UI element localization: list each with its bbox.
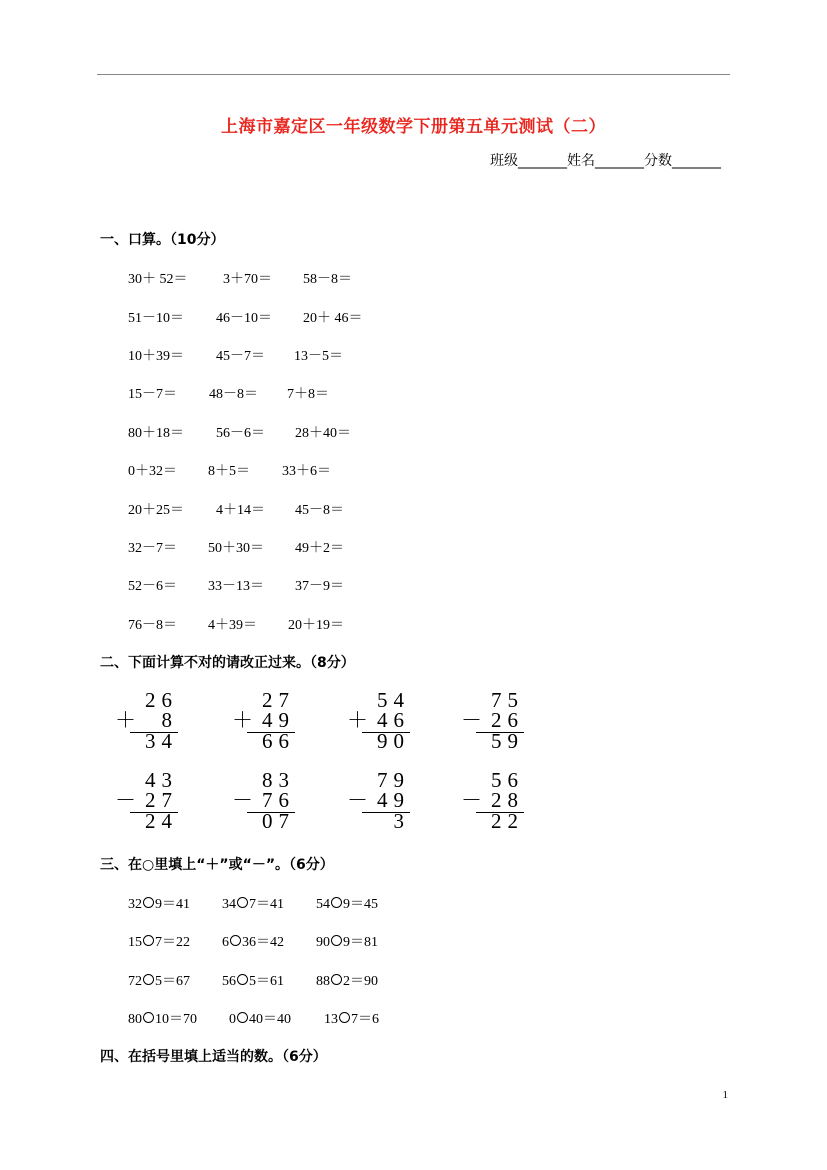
oral-calc-item: 76－8＝ <box>128 618 177 633</box>
left-operand: 80 <box>128 1012 142 1027</box>
oral-calc-item: 13－5＝ <box>294 349 343 364</box>
oral-calc-item: 15－7＝ <box>128 387 177 402</box>
right-expression: 9＝81 <box>343 935 378 950</box>
sign-fill-item <box>316 970 378 990</box>
section-3-heading: 三、在○里填上“＋”或“－”。（6分） <box>100 857 334 873</box>
oral-calc-item: 49＋2＝ <box>295 541 344 556</box>
problem-result: 07 <box>262 809 295 833</box>
problem-bottom-number: 27 <box>145 788 178 812</box>
oral-calc-item: 20＋ 46＝ <box>303 311 363 326</box>
right-expression: 9＝45 <box>343 897 378 912</box>
left-operand: 90 <box>316 935 330 950</box>
sign-fill-item <box>128 931 190 951</box>
oral-calc-item: 3＋70＝ <box>223 272 272 287</box>
oral-calc-item: 45－8＝ <box>295 503 344 518</box>
problem-operator: ＋ <box>232 708 259 732</box>
page-title: 上海市嘉定区一年级数学下册第五单元测试（二） <box>221 117 606 137</box>
answer-circle[interactable] <box>237 897 248 908</box>
oral-calc-item: 37－9＝ <box>295 579 344 594</box>
left-operand: 15 <box>128 935 142 950</box>
oral-calc-item: 20＋25＝ <box>128 503 184 518</box>
left-operand: 72 <box>128 974 142 989</box>
oral-calc-item: 51－10＝ <box>128 311 184 326</box>
left-operand: 34 <box>222 897 236 912</box>
section-2-heading: 二、下面计算不对的请改正过来。（8分） <box>100 655 355 671</box>
sign-fill-item <box>316 893 378 913</box>
oral-calc-item: 56－6＝ <box>216 426 265 441</box>
left-operand: 6 <box>222 935 229 950</box>
oral-calc-item: 33＋6＝ <box>282 464 331 479</box>
oral-calc-item: 4＋39＝ <box>208 618 257 633</box>
problem-top-number: 43 <box>145 768 178 792</box>
vertical-problem <box>347 688 410 754</box>
problem-result: 59 <box>491 729 524 753</box>
oral-calc-item: 4＋14＝ <box>216 503 265 518</box>
left-operand: 54 <box>316 897 330 912</box>
left-operand: 56 <box>222 974 236 989</box>
problem-result: 34 <box>145 729 178 753</box>
oral-calc-item: 10＋39＝ <box>128 349 184 364</box>
answer-circle[interactable] <box>143 897 154 908</box>
problem-operator: ＋ <box>347 708 374 732</box>
oral-calc-item: 48－8＝ <box>209 387 258 402</box>
sign-fill-item <box>324 1008 379 1028</box>
oral-calc-item: 50＋30＝ <box>208 541 264 556</box>
vertical-problem <box>461 768 524 834</box>
right-expression: 7＝22 <box>155 935 190 950</box>
vertical-problem <box>232 768 295 834</box>
oral-calc-item: 33－13＝ <box>208 579 264 594</box>
problem-top-number: 27 <box>262 688 295 712</box>
sign-fill-item <box>128 893 190 913</box>
answer-circle[interactable] <box>237 974 248 985</box>
problem-operator: － <box>115 788 142 812</box>
problem-bottom-number: 28 <box>491 788 524 812</box>
problem-operator: ＋ <box>115 708 142 732</box>
problem-bottom-number: 49 <box>377 788 410 812</box>
oral-calc-item: 32－7＝ <box>128 541 177 556</box>
problem-top-number: 54 <box>377 688 410 712</box>
vertical-problem <box>115 768 178 834</box>
section-4-heading: 四、在括号里填上适当的数。（6分） <box>100 1049 327 1065</box>
left-operand: 0 <box>229 1012 236 1027</box>
right-expression: 2＝90 <box>343 974 378 989</box>
header-rule <box>97 74 730 75</box>
problem-result: 3 <box>393 809 410 833</box>
problem-operator: － <box>461 708 488 732</box>
right-expression: 36＝42 <box>242 935 284 950</box>
oral-calc-item: 30＋ 52＝ <box>128 272 188 287</box>
oral-calc-item: 0＋32＝ <box>128 464 177 479</box>
problem-result: 66 <box>262 729 295 753</box>
sign-fill-item <box>222 931 284 951</box>
problem-operator: － <box>232 788 259 812</box>
problem-result: 90 <box>377 729 410 753</box>
vertical-problem <box>115 688 178 754</box>
right-expression: 7＝41 <box>249 897 284 912</box>
sign-fill-item <box>222 970 284 990</box>
answer-circle[interactable] <box>331 935 342 946</box>
left-operand: 32 <box>128 897 142 912</box>
sign-fill-item <box>128 970 190 990</box>
vertical-problem <box>461 688 524 754</box>
section-1-heading: 一、口算。（10分） <box>100 232 225 248</box>
answer-circle[interactable] <box>143 1012 154 1023</box>
problem-bottom-number: 26 <box>491 708 524 732</box>
oral-calc-item: 52－6＝ <box>128 579 177 594</box>
problem-bottom-number: 46 <box>377 708 410 732</box>
problem-bottom-number: 49 <box>262 708 295 732</box>
sign-fill-item <box>222 893 284 913</box>
problem-top-number: 56 <box>491 768 524 792</box>
oral-calc-item: 20＋19＝ <box>288 618 344 633</box>
oral-calc-item: 8＋5＝ <box>208 464 250 479</box>
problem-operator: － <box>461 788 488 812</box>
oral-calc-item: 46－10＝ <box>216 311 272 326</box>
sign-fill-item <box>316 931 378 951</box>
answer-circle[interactable] <box>143 935 154 946</box>
oral-calc-item: 28＋40＝ <box>295 426 351 441</box>
problem-top-number: 83 <box>262 768 295 792</box>
problem-top-number: 26 <box>145 688 178 712</box>
problem-top-number: 79 <box>377 768 410 792</box>
left-operand: 13 <box>324 1012 338 1027</box>
answer-circle[interactable] <box>331 897 342 908</box>
problem-operator: － <box>347 788 374 812</box>
right-expression: 7＝6 <box>351 1012 379 1027</box>
oral-calc-item: 45－7＝ <box>216 349 265 364</box>
right-expression: 10＝70 <box>155 1012 197 1027</box>
left-operand: 88 <box>316 974 330 989</box>
problem-bottom-number: 76 <box>262 788 295 812</box>
problem-bottom-number: 8 <box>161 708 178 732</box>
oral-calc-item: 58－8＝ <box>303 272 352 287</box>
problem-top-number: 75 <box>491 688 524 712</box>
right-expression: 9＝41 <box>155 897 190 912</box>
right-expression: 5＝67 <box>155 974 190 989</box>
oral-calc-item: 7＋8＝ <box>287 387 329 402</box>
answer-circle[interactable] <box>230 935 241 946</box>
vertical-problem <box>347 768 410 834</box>
right-expression: 40＝40 <box>249 1012 291 1027</box>
problem-result: 24 <box>145 809 178 833</box>
sign-fill-item <box>229 1008 291 1028</box>
page-number: 1 <box>722 1089 728 1101</box>
vertical-problem <box>232 688 295 754</box>
answer-circle[interactable] <box>237 1012 248 1023</box>
sign-fill-item <box>128 1008 197 1028</box>
answer-circle[interactable] <box>143 974 154 985</box>
oral-calc-item: 80＋18＝ <box>128 426 184 441</box>
problem-result: 22 <box>491 809 524 833</box>
answer-circle[interactable] <box>339 1012 350 1023</box>
student-info-line: 班级_______姓名_______分数_______ <box>490 153 721 169</box>
answer-circle[interactable] <box>331 974 342 985</box>
right-expression: 5＝61 <box>249 974 284 989</box>
